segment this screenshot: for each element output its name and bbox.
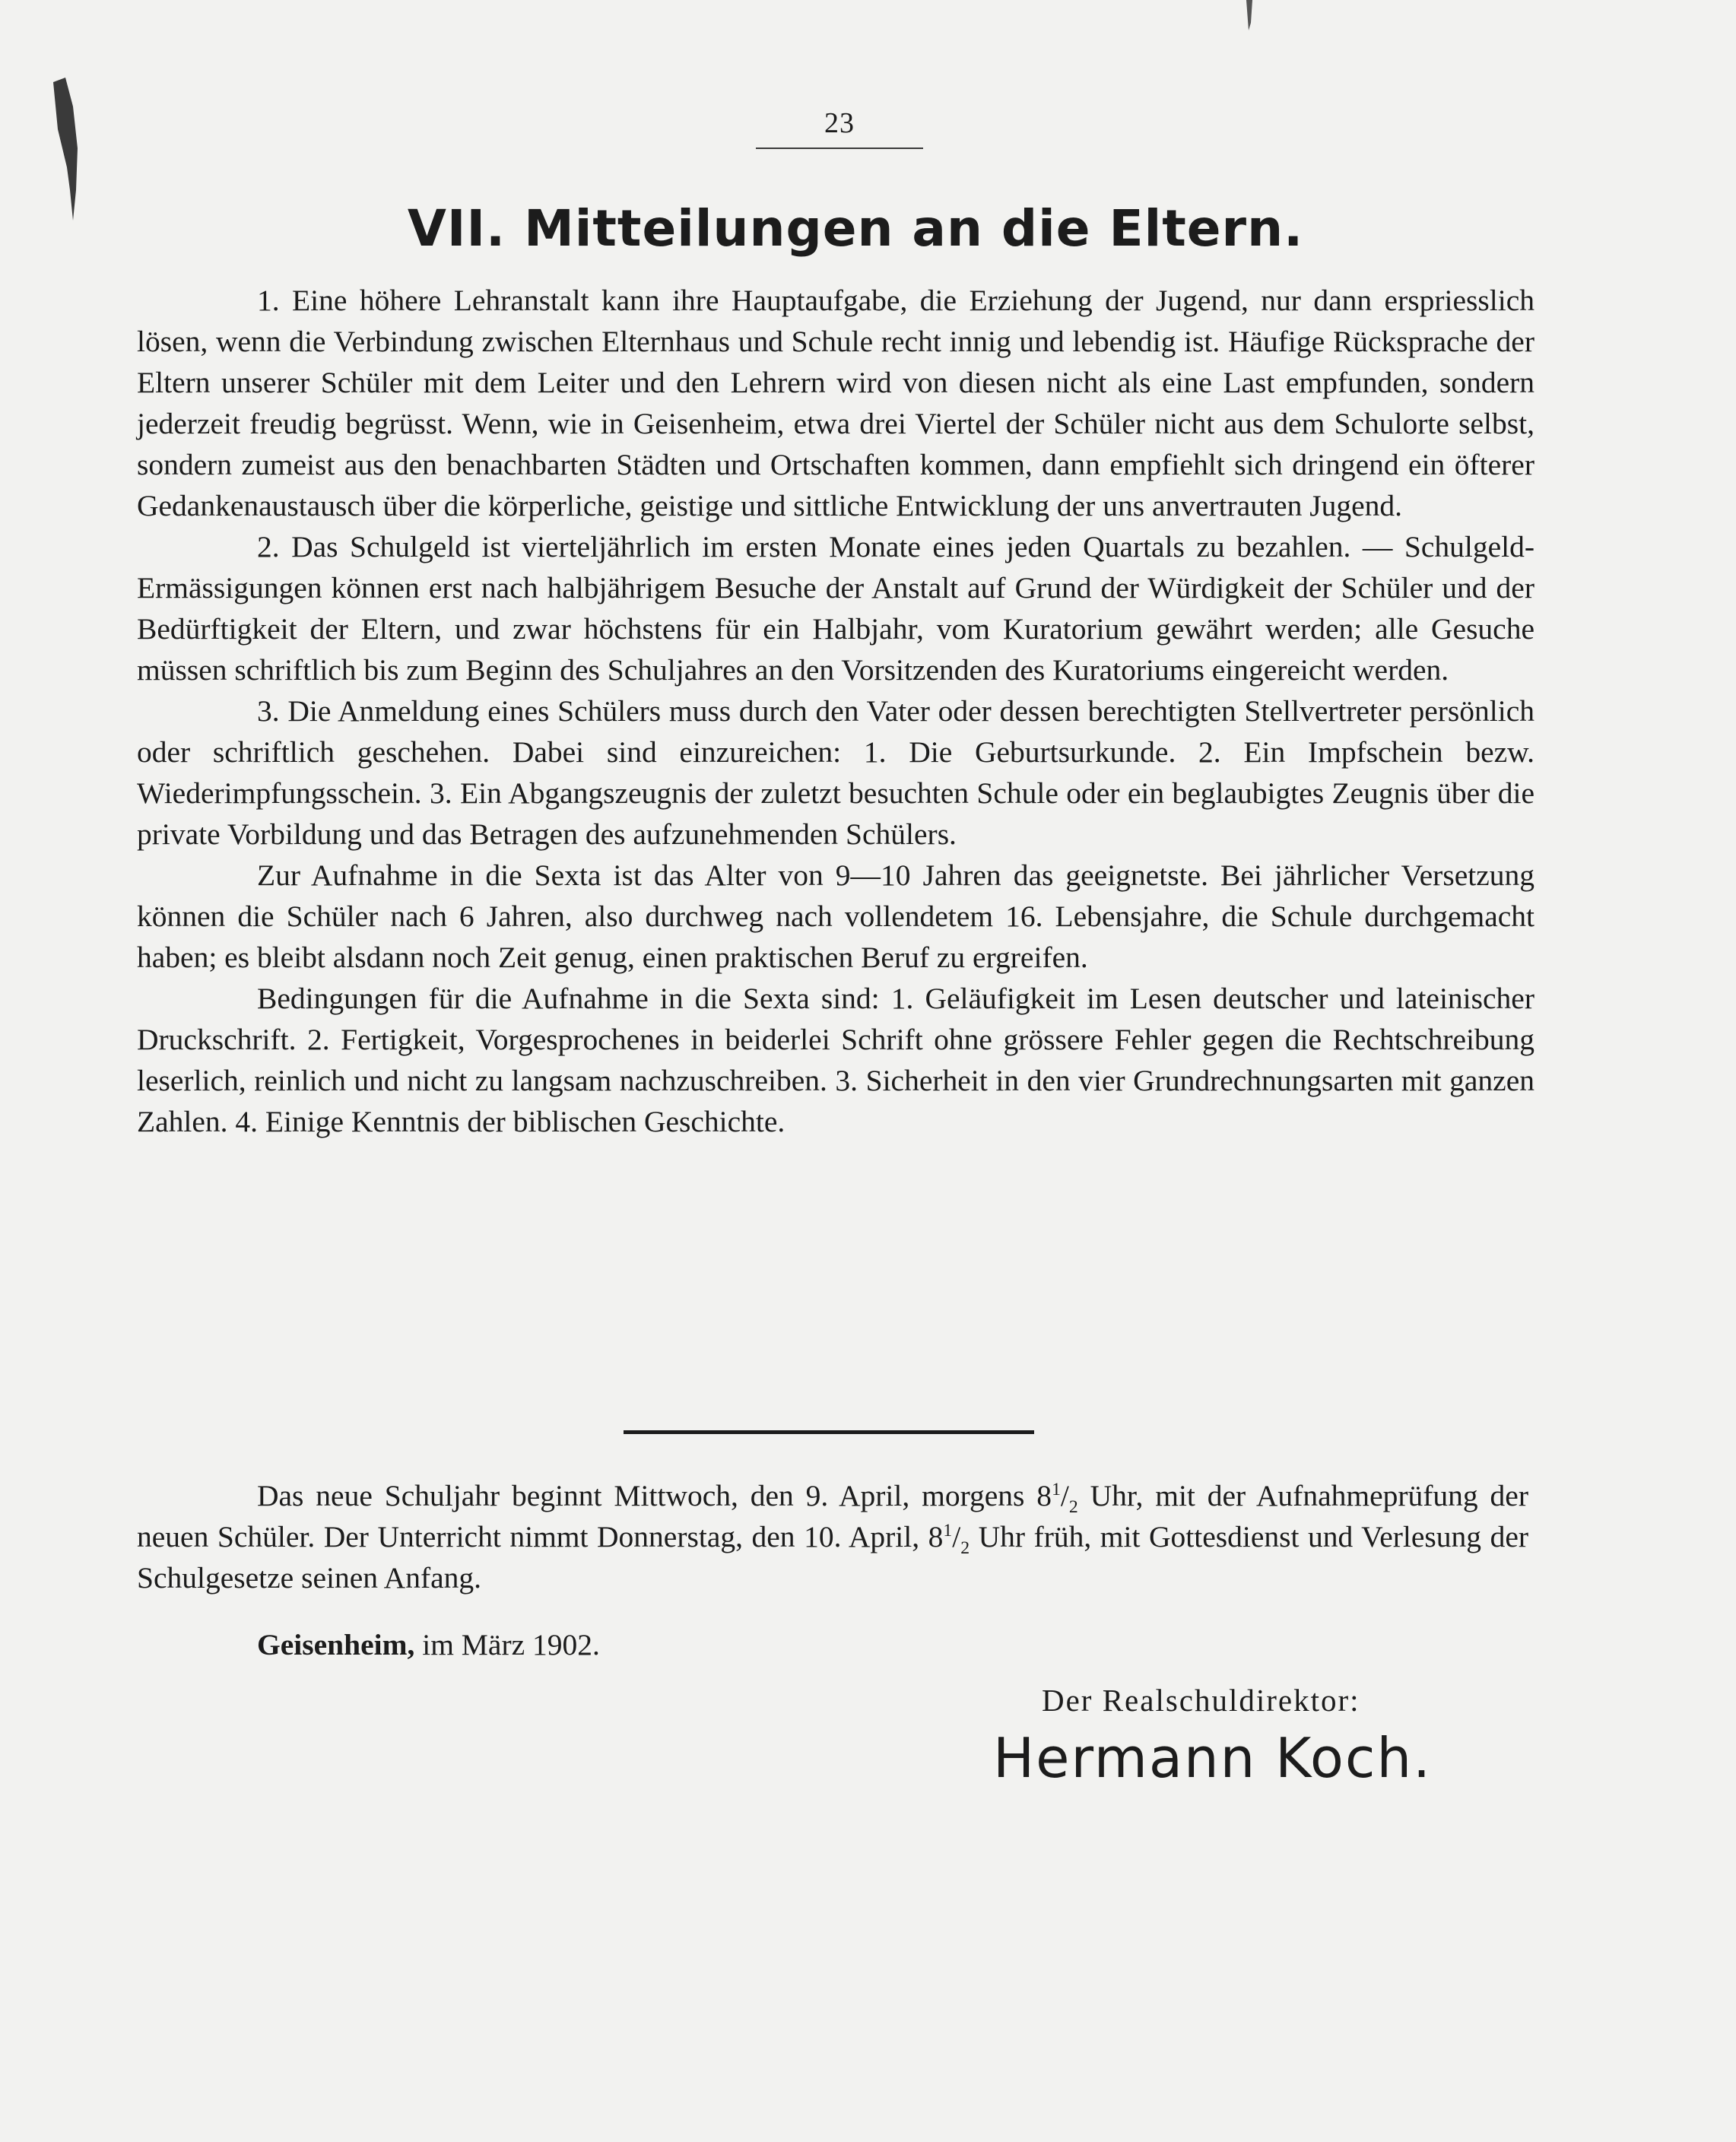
page-number-rule — [756, 148, 923, 149]
notice-text-2: Uhr, mit der Aufnahmeprüfung der neuen Schüler. Der Unterricht nimmt Donnerstag, den 10. April, 8 — [137, 1479, 1528, 1553]
section-title: VII. Mitteilungen an die Eltern. — [407, 199, 1304, 258]
time-fraction-denominator: 2 — [960, 1537, 970, 1558]
notice-text-1: Das neue Schuljahr beginnt Mittwoch, den 9. April, morgens 8 — [257, 1479, 1052, 1512]
body-text — [137, 280, 1534, 1142]
section-divider — [624, 1430, 1034, 1434]
signature-role: Der Realschuldirektor: — [1042, 1683, 1360, 1718]
time-fraction-numerator: 1 — [1052, 1479, 1061, 1499]
paragraph-sexta-age: Zur Aufnahme in die Sexta ist das Alter von 9—10 Jahren das geeignetste. Bei jährlicher Versetzung können die Schüler nach 6 Jahren, also durchweg nach vollendetem 16. Lebensjahre, die Schule durchgemacht haben; es bleibt alsdann noch Zeit genug, einen praktischen Beruf zu ergreifen. — [137, 858, 1534, 974]
page-top-smudge — [1244, 0, 1255, 30]
signature-name: Hermann Koch. — [993, 1726, 1432, 1790]
notice-text-3: Uhr früh, mit Gottesdienst und Verlesung der Schulgesetze seinen Anfang. — [137, 1520, 1528, 1595]
school-year-notice: Das neue Schuljahr beginnt Mittwoch, den 9. April, morgens $8^1/_2$ Uhr, mit der Aufnahmeprüfung der neuen Schüler. Der Unterricht nimmt Donnerstag, den 10. April, $8^1/_2$ Uhr früh, mit Gottesdienst und Verlesung der Schulgesetze seinen Anfang. — [137, 1479, 1528, 1595]
paragraph-sexta-requirements: Bedingungen für die Aufnahme in die Sexta sind: 1. Geläufigkeit im Lesen deutscher und lateinischer Druckschrift. 2. Fertigkeit, Vorgesprochenes in beiderlei Schrift ohne grössere Fehler gegen die Rechtschreibung leserlich, reinlich und nicht zu langsam nachzuschreiben. 3. Sicherheit in den vier Grundrechnungsarten mit ganzen Zahlen. 4. Einige Kenntnis der biblischen Geschichte. — [137, 982, 1534, 1138]
time-fraction-denominator: 2 — [1068, 1496, 1078, 1517]
page-number: 23 — [824, 107, 855, 139]
place-name: Geisenheim, — [257, 1628, 415, 1661]
date-text: im März 1902. — [422, 1628, 600, 1661]
paragraph-3-registration: 3. Die Anmeldung eines Schülers muss durch den Vater oder dessen berechtigten Stellvertreter persönlich oder schriftlich geschehen. Dabei sind einzureichen: 1. Die Geburtsurkunde. 2. Ein Impfschein bezw. Wiederimpfungsschein. 3. Ein Abgangszeugnis der zuletzt besuchten Schule oder ein beglaubigtes Zeugnis über die private Vorbildung und das Betragen des aufzunehmenden Schülers. — [137, 694, 1534, 851]
time-fraction-numerator: 1 — [943, 1520, 953, 1541]
page-edge-tear-mark — [50, 76, 85, 221]
place-date-line — [257, 1627, 600, 1662]
paragraph-1-parent-contact: 1. Eine höhere Lehranstalt kann ihre Hauptaufgabe, die Erziehung der Jugend, nur dann erspriesslich lösen, wenn die Verbindung zwischen Elternhaus und Schule recht innig und lebendig ist. Häufige Rücksprache der Eltern unserer Schüler mit dem Leiter und den Lehrern wird von diesen nicht als eine Last empfunden, sondern jederzeit freudig begrüsst. Wenn, wie in Geisenheim, etwa drei Viertel der Schüler nicht aus dem Schulorte selbst, sondern zumeist aus den benachbarten Städten und Ortschaften kommen, dann empfiehlt sich dringend ein öfterer Gedankenaustausch über die körperliche, geistige und sittliche Entwicklung der uns anvertrauten Jugend. — [137, 284, 1534, 522]
paragraph-2-tuition: 2. Das Schulgeld ist vierteljährlich im ersten Monate eines jeden Quartals zu bezahlen. — Schulgeld-Ermässigungen können erst nach halbjährigem Besuche der Anstalt auf Grund der Würdigkeit der Schüler und der Bedürftigkeit der Eltern, und zwar höchstens für ein Halbjahr, vom Kuratorium gewährt werden; alle Gesuche müssen schriftlich bis zum Beginn des Schuljahres an den Vorsitzenden des Kuratoriums eingereicht werden. — [137, 530, 1534, 687]
